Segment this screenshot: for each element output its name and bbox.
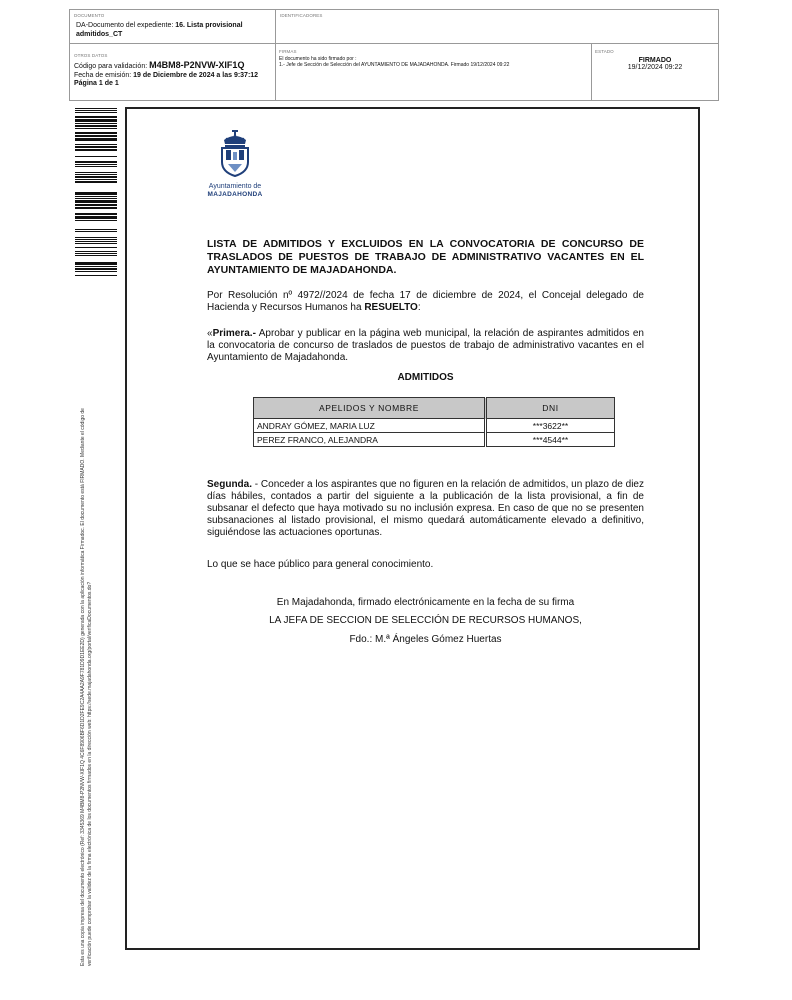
signature-line3: Fdo.: M.ª Ángeles Gómez Huertas: [349, 634, 502, 645]
primera-paragraph: «Primera.- Aprobar y publicar en la página web municipal, la relación de aspirantes admitidos en la convocatoria de concurso de traslados de puestos de trabajo de administrativo vacantes en el Ayuntamiento de Majadahonda.: [207, 328, 644, 363]
firmas-line2: 1.- Jefe de Sección de Selección del AYUNTAMIENTO DE MAJADAHONDA. Firmado 19/12/2024 09:22: [279, 62, 510, 68]
coat-of-arms-icon: [218, 130, 252, 178]
signature-line2: LA JEFA DE SECCION DE SELECCIÓN DE RECURSOS HUMANOS,: [269, 615, 582, 626]
identificadores-cell: [276, 10, 718, 44]
table-header-row: [254, 398, 615, 419]
fecha-emision: Fecha de emisión: 19 de Diciembre de 2024 a las 9:37:12: [74, 71, 259, 79]
intro-paragraph: Por Resolución nº 4972//2024 de fecha 17 de diciembre de 2024, el Concejal delegado de Hacienda y Recursos Humanos ha RESUELTO:: [207, 290, 644, 313]
document-header: [69, 9, 719, 101]
cell-dni: ***4544**: [486, 433, 615, 447]
cell-dni: ***3622**: [486, 419, 615, 433]
document-title: LISTA DE ADMITIDOS Y EXCLUIDOS EN LA CONVOCATORIA DE CONCURSO DE TRASLADOS DE PUESTOS DE TRABAJO DE ADMINISTRATIVO VACANTES EN EL AYUNTAMIENTO DE MAJADAHONDA.: [207, 238, 644, 276]
side-legal-line1: Esta es una copia impresa del documento electrónico (Ref: 3345369 M4BM8-P2NVW-XIF1Q 4C6F8906BF6D1D2FE9C2A4AA2A9F781D9D1EE2D) generada con la aplicación informática Firmadoc. El documento está FIRMADO. Mediante el código de: [80, 408, 86, 966]
otros-datos-label: OTROS DATOS: [74, 53, 108, 58]
logo-line2: MAJADAHONDA: [207, 191, 263, 198]
table-row: [254, 419, 615, 433]
admitidos-table: [253, 397, 615, 447]
header-nombre: APELIDOS Y NOMBRE: [254, 398, 486, 419]
closing-paragraph: Lo que se hace público para general conocimiento.: [207, 559, 434, 570]
estado-date: 19/12/2024 09:22: [627, 64, 683, 71]
documento-value: DA-Documento del expediente: 16. Lista provisional admitidos_CT: [76, 22, 243, 38]
signature-line1: En Majadahonda, firmado electrónicamente en la fecha de su firma: [276, 597, 575, 608]
cell-nombre: ANDRAY GÓMEZ, MARIA LUZ: [254, 419, 486, 433]
identificadores-label: IDENTIFICADORES: [280, 13, 323, 18]
logo-line1: Ayuntamiento de: [208, 183, 262, 190]
table-row: [254, 433, 615, 447]
barcode-icon: [75, 108, 117, 276]
documento-cell: [70, 10, 276, 44]
side-legal-text: [80, 306, 93, 966]
segunda-paragraph: Segunda. - Conceder a los aspirantes que no figuren en la relación de admitidos, un plazo de diez días hábiles, contados a partir del siguiente a la publicación de la lista provisional, a fin de subsanar el defecto que haya motivado su no inclusión expresa. En caso de que no se presenten subsanaciones al listado provisional, el mismo quedará automáticamente elevado a definitivo, siguiéndose las actuaciones oportunas.: [207, 479, 644, 538]
estado-value: FIRMADO: [638, 57, 672, 64]
firmas-line1: El documento ha sido firmado por :: [279, 56, 357, 62]
side-legal-line2: verificación puede comprobar la validez de la firma electrónica de los documentos firmados en la dirección web: https://sede.majadahonda.org/portal/verificaDocumentos.do?: [86, 581, 93, 966]
firmas-cell: [276, 44, 592, 100]
otros-datos-cell: [70, 44, 276, 100]
codigo-validacion: Código para validación: M4BM8-P2NVW-XIF1Q: [74, 60, 245, 70]
cell-nombre: PEREZ FRANCO, ALEJANDRA: [254, 433, 486, 447]
ayuntamiento-logo: [202, 130, 268, 198]
documento-label: DOCUMENTO: [74, 13, 105, 18]
estado-label: ESTADO: [595, 49, 614, 54]
admitidos-heading: ADMITIDOS: [397, 372, 454, 383]
header-dni: DNI: [486, 398, 615, 419]
firmas-label: FIRMAS: [279, 49, 297, 54]
estado-cell: [592, 44, 718, 100]
pagina: Página 1 de 1: [74, 80, 119, 87]
